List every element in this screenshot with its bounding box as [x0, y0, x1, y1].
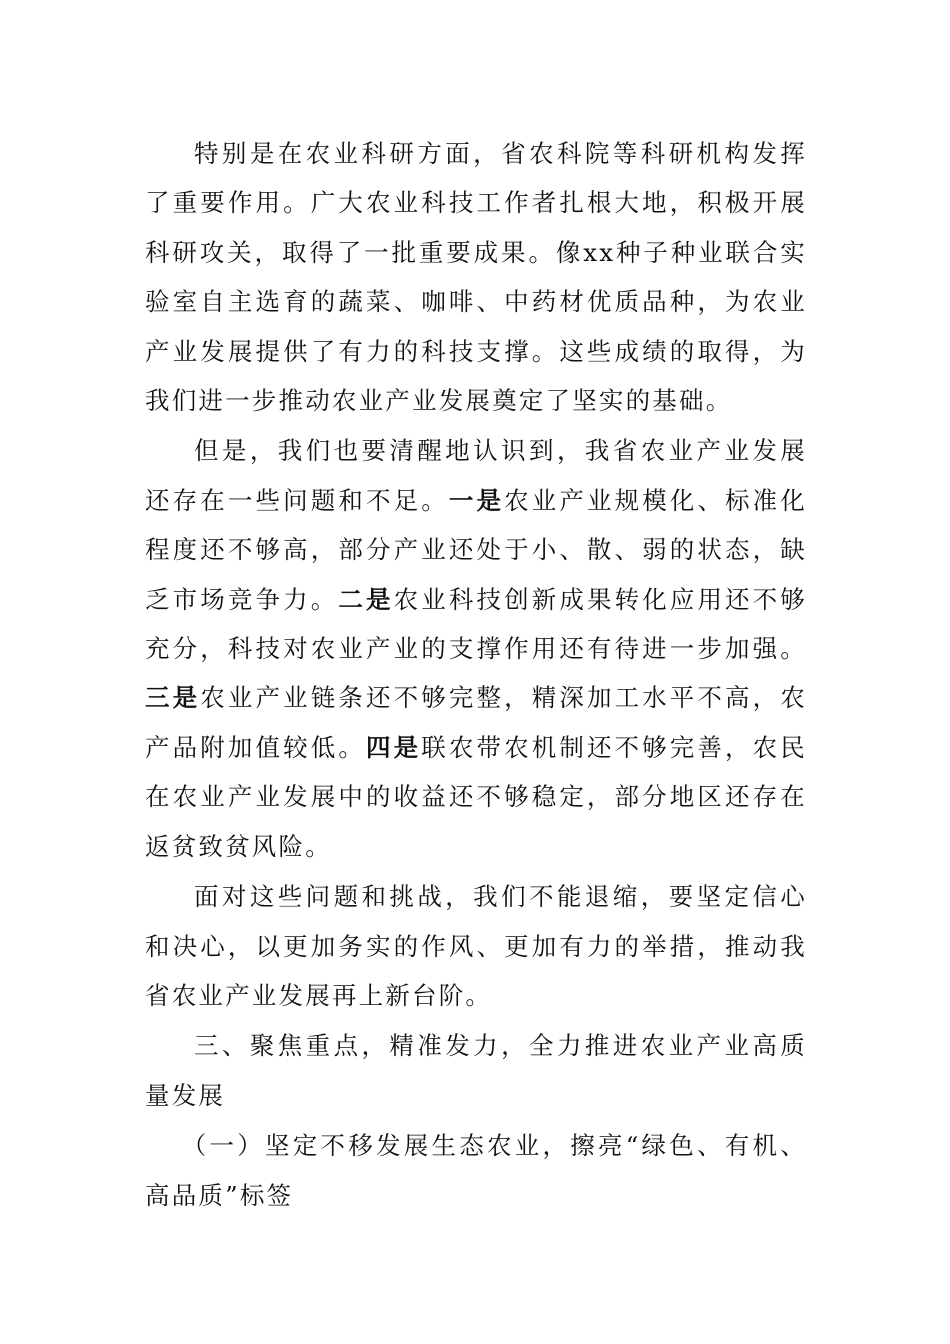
subsection-heading-one: （一）坚定不移发展生态农业，擦亮“绿色、有机、高品质”标签 — [145, 1131, 807, 1210]
point-three-text: 农业产业链条还不够完整，精深加工水平不高，农产品附加值较低。 — [145, 683, 807, 762]
point-one-text: 农业产业规模化、标准化程度还不够高，部分产业还处于小、散、弱的状态，缺乏市场竞争力。 — [145, 485, 808, 614]
paragraph-problems — [145, 426, 807, 871]
point-one-label: 一是 — [448, 485, 505, 515]
point-two-text: 农业科技创新成果转化应用还不够充分，科技对农业产业的支撑作用还有待进一步加强。 — [145, 584, 808, 664]
document-page — [145, 129, 807, 1220]
problems-intro: 但是，我们也要清醒地认识到，我省农业产业发展还存在一些问题和不足。 — [145, 436, 807, 515]
paragraph-research: 特别是在农业科研方面，省农科院等科研机构发挥了重要作用。广大农业科技工作者扎根大地，积极开展科研攻关，取得了一批重要成果。像xx种子种业联合实验室自主选育的蔬菜、咖啡、中药材优质品种，为农业产业发展提供了有力的科技支撑。这些成绩的取得，为我们进一步推动农业产业发展奠定了坚实的基础。 — [145, 139, 807, 416]
section-heading-three: 三、聚焦重点，精准发力，全力推进农业产业高质量发展 — [145, 1031, 807, 1110]
point-two-label: 二是 — [338, 584, 394, 614]
point-three-label: 三是 — [145, 683, 201, 713]
point-four-label: 四是 — [365, 732, 422, 762]
paragraph-challenges: 面对这些问题和挑战，我们不能退缩，要坚定信心和决心，以更加务实的作风、更加有力的举措，推动我省农业产业发展再上新台阶。 — [145, 882, 807, 1010]
point-four-text: 联农带农机制还不够完善，农民在农业产业发展中的收益还不够稳定，部分地区还存在返贫致贫风险。 — [145, 732, 807, 861]
